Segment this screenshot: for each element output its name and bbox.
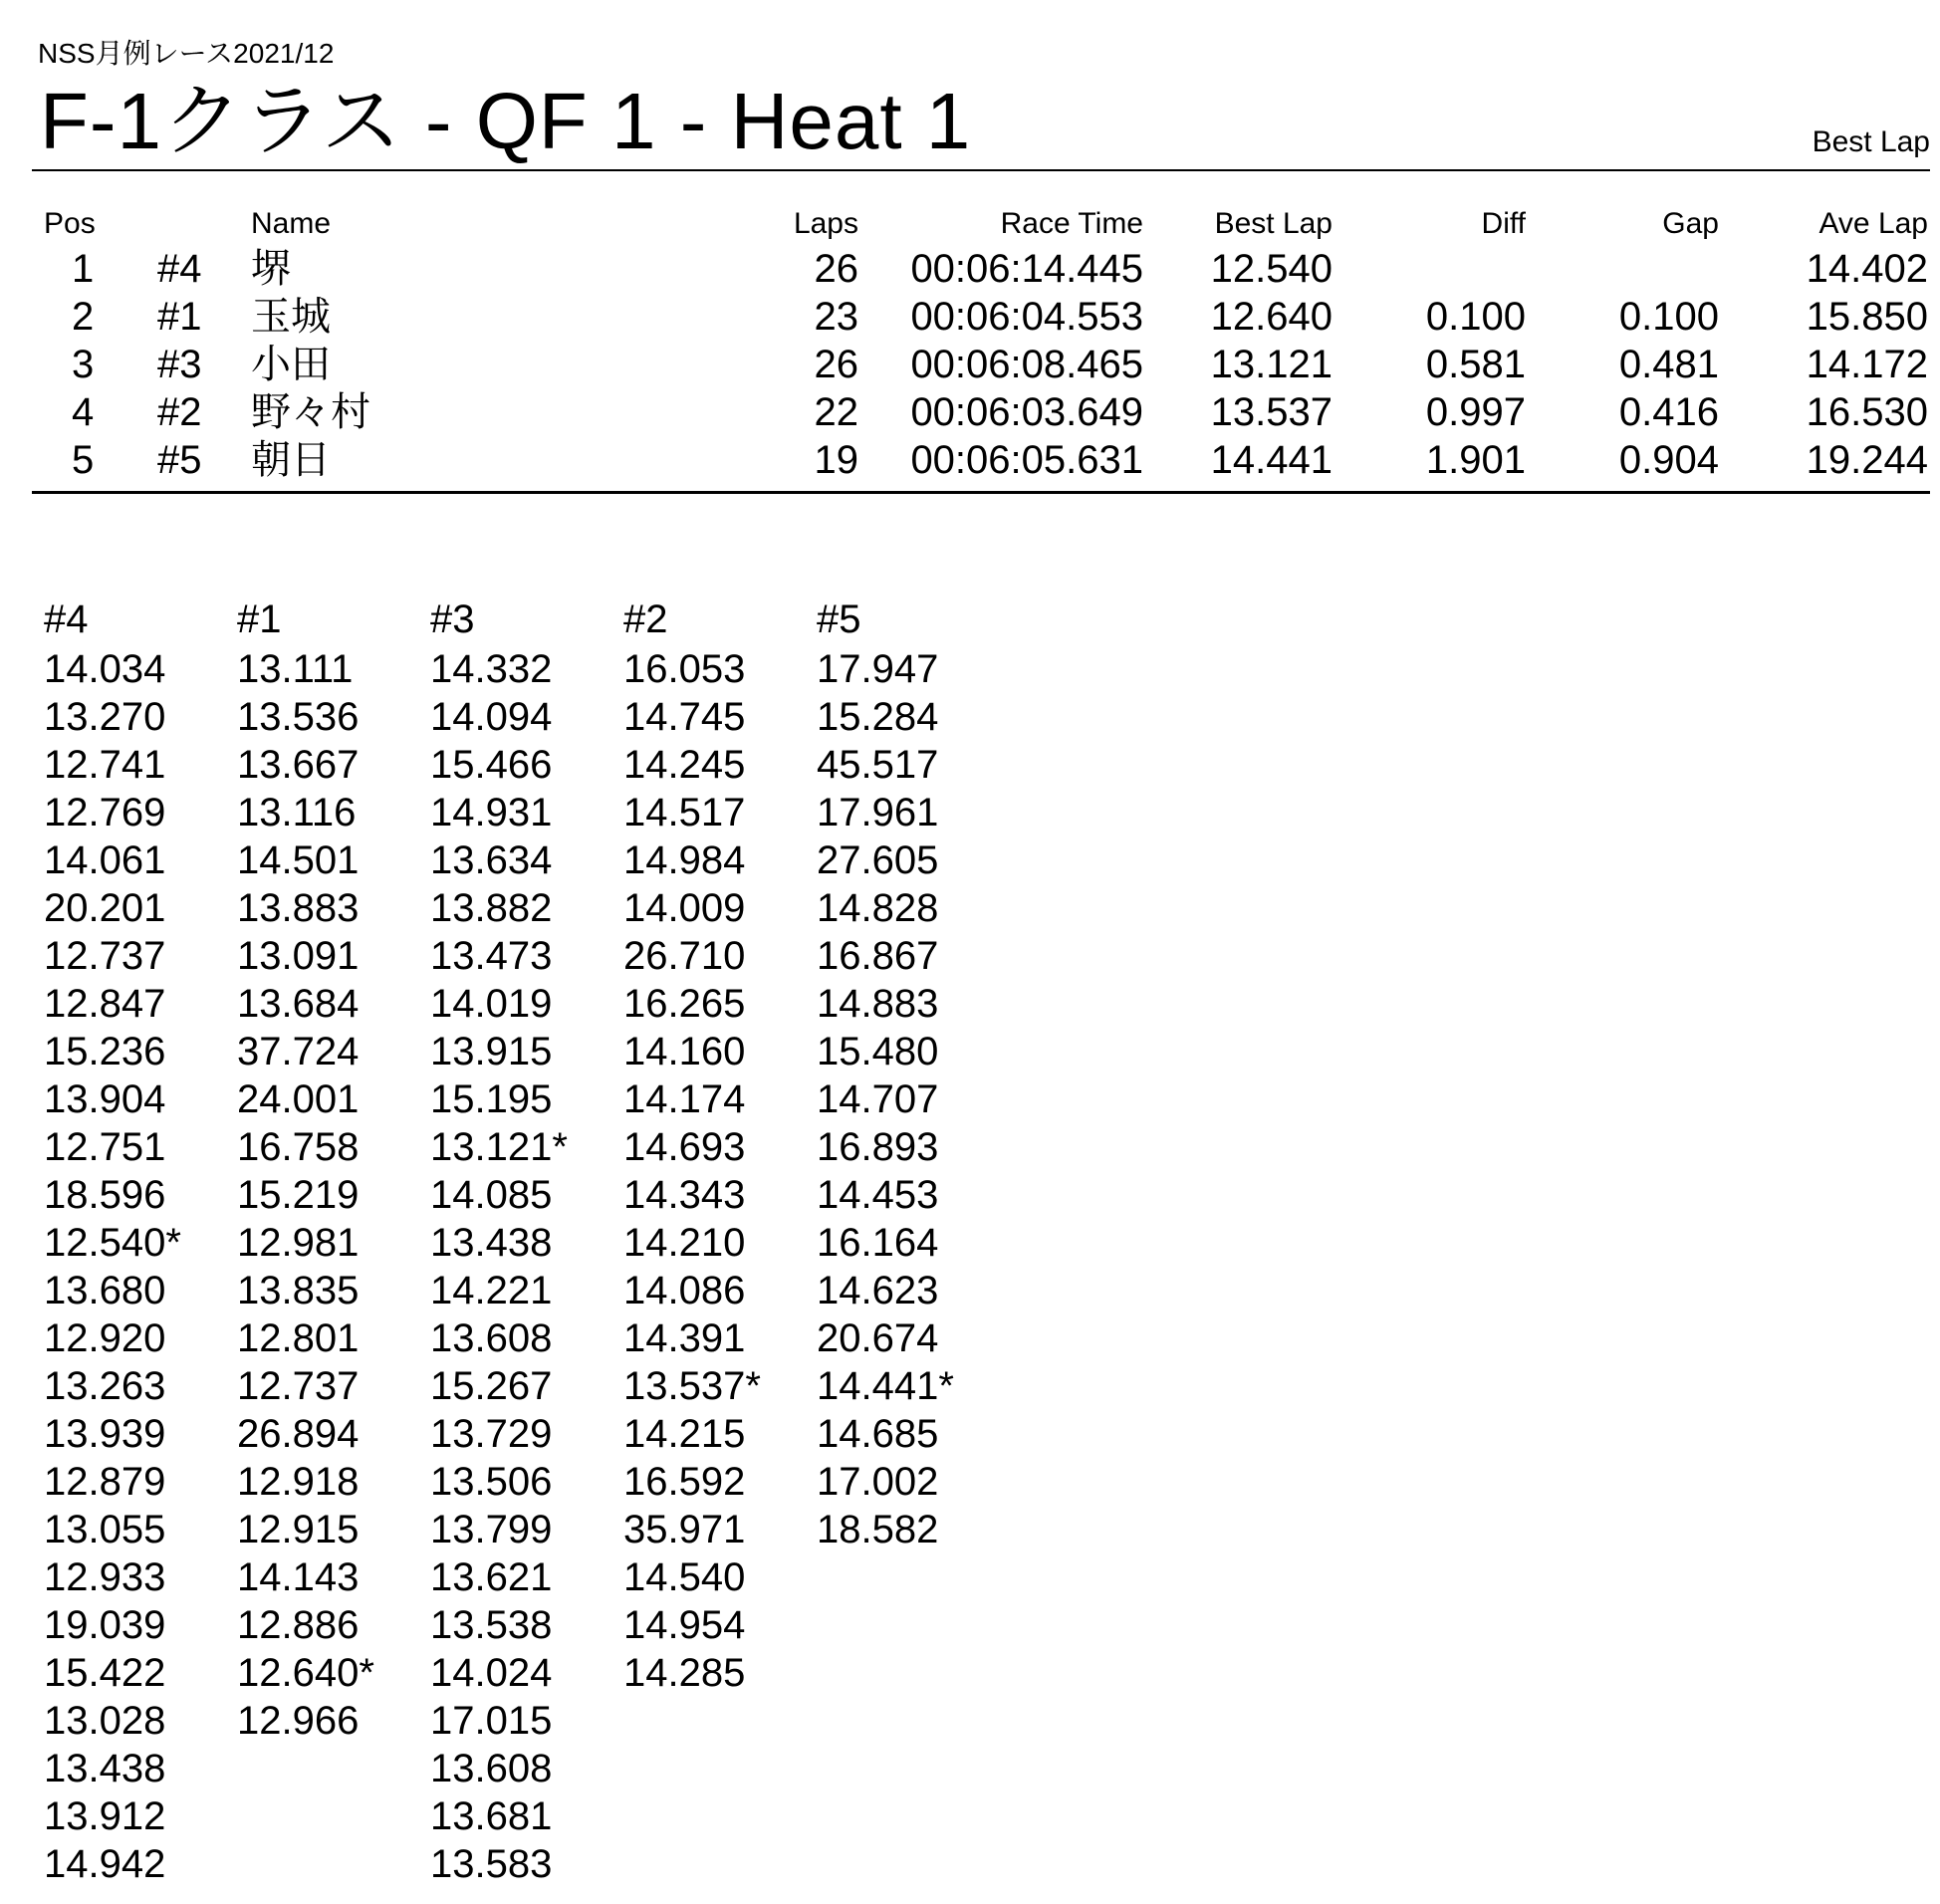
lap-time: 16.164 — [817, 1221, 939, 1265]
lap-time: 13.684 — [237, 982, 360, 1026]
result-best-lap: 13.537 — [1210, 390, 1333, 434]
lap-time: 13.939 — [44, 1412, 166, 1456]
result-name: 小田 — [251, 343, 331, 386]
result-num: #3 — [157, 343, 202, 386]
lap-time: 14.245 — [623, 743, 746, 787]
lap-time: 12.751 — [44, 1125, 166, 1169]
lap-time: 15.422 — [44, 1651, 166, 1695]
lap-time: 14.517 — [623, 791, 746, 834]
lap-time: 14.086 — [623, 1269, 746, 1312]
lap-time: 13.536 — [237, 695, 360, 739]
lap-time: 13.667 — [237, 743, 360, 787]
lap-time: 13.263 — [44, 1364, 166, 1408]
result-pos: 2 — [72, 295, 95, 339]
lap-time: 13.608 — [430, 1316, 553, 1360]
result-ave-lap: 19.244 — [1806, 438, 1928, 482]
event-name: NSS月例レース2021/12 — [38, 38, 335, 69]
lap-time: 12.540* — [44, 1221, 181, 1265]
lap-time: 14.954 — [623, 1603, 746, 1647]
result-gap: 0.100 — [1618, 295, 1719, 339]
lap-time: 14.034 — [44, 647, 166, 691]
lap-time: 13.091 — [237, 934, 360, 978]
header-gap: Gap — [1662, 207, 1719, 240]
lap-column — [430, 645, 568, 1888]
lap-column-header: #5 — [817, 597, 861, 641]
lap-column-header: #2 — [623, 597, 668, 641]
result-diff: 0.100 — [1425, 295, 1526, 339]
lap-time: 13.634 — [430, 838, 553, 882]
lap-time: 17.947 — [817, 647, 939, 691]
lap-time: 45.517 — [817, 743, 939, 787]
lap-time: 16.265 — [623, 982, 746, 1026]
lap-time: 14.343 — [623, 1173, 746, 1217]
result-num: #1 — [157, 295, 202, 339]
lap-time: 20.201 — [44, 886, 166, 930]
lap-time: 12.801 — [237, 1316, 360, 1360]
lap-time: 12.918 — [237, 1460, 360, 1504]
result-gap: 0.481 — [1618, 343, 1719, 386]
lap-time: 17.002 — [817, 1460, 939, 1504]
top-divider — [32, 169, 1930, 171]
header-diff: Diff — [1481, 207, 1526, 240]
result-race-time: 00:06:03.649 — [910, 390, 1143, 434]
header-name: Name — [251, 207, 332, 240]
lap-time: 14.685 — [817, 1412, 939, 1456]
result-num: #4 — [157, 247, 202, 291]
lap-time: 14.210 — [623, 1221, 746, 1265]
lap-time: 14.623 — [817, 1269, 939, 1312]
result-race-time: 00:06:14.445 — [910, 247, 1143, 291]
lap-time: 13.680 — [44, 1269, 166, 1312]
lap-time: 37.724 — [237, 1030, 360, 1073]
lap-time: 14.828 — [817, 886, 939, 930]
lap-column — [623, 645, 761, 1697]
lap-time: 15.236 — [44, 1030, 166, 1073]
lap-time: 17.961 — [817, 791, 939, 834]
result-diff: 0.581 — [1425, 343, 1526, 386]
lap-time: 14.019 — [430, 982, 553, 1026]
lap-time: 13.538 — [430, 1603, 553, 1647]
lap-time: 14.024 — [430, 1651, 553, 1695]
lap-time: 13.915 — [430, 1030, 553, 1073]
lap-time: 17.015 — [430, 1699, 553, 1743]
lap-time: 12.879 — [44, 1460, 166, 1504]
lap-time: 13.537* — [623, 1364, 761, 1408]
lap-time: 13.438 — [430, 1221, 553, 1265]
result-race-time: 00:06:04.553 — [910, 295, 1143, 339]
result-race-time: 00:06:05.631 — [910, 438, 1143, 482]
lap-time: 13.883 — [237, 886, 360, 930]
lap-time: 13.055 — [44, 1508, 166, 1551]
lap-time: 26.710 — [623, 934, 746, 978]
lap-column-header: #3 — [430, 597, 475, 641]
result-laps: 26 — [814, 247, 858, 291]
result-name: 堺 — [251, 247, 291, 291]
result-ave-lap: 14.402 — [1806, 247, 1928, 291]
lap-time: 14.942 — [44, 1842, 166, 1886]
lap-time: 14.693 — [623, 1125, 746, 1169]
result-pos: 3 — [72, 343, 95, 386]
lap-time: 35.971 — [623, 1508, 746, 1551]
lap-time: 14.215 — [623, 1412, 746, 1456]
lap-time: 14.285 — [623, 1651, 746, 1695]
lap-time: 13.111 — [237, 647, 354, 691]
lap-time: 14.707 — [817, 1077, 939, 1121]
lap-time: 14.221 — [430, 1269, 553, 1312]
lap-time: 12.966 — [237, 1699, 360, 1743]
result-name: 朝日 — [251, 438, 331, 482]
lap-time: 14.160 — [623, 1030, 746, 1073]
result-gap: 0.416 — [1618, 390, 1719, 434]
lap-time: 14.883 — [817, 982, 939, 1026]
lap-time: 13.116 — [237, 791, 357, 834]
header-ave-lap: Ave Lap — [1819, 207, 1928, 240]
result-num: #2 — [157, 390, 202, 434]
lap-time: 14.391 — [623, 1316, 746, 1360]
lap-time: 14.009 — [623, 886, 746, 930]
header-pos: Pos — [44, 207, 96, 240]
result-best-lap: 13.121 — [1210, 343, 1333, 386]
lap-time: 14.931 — [430, 791, 553, 834]
lap-time: 13.121* — [430, 1125, 568, 1169]
lap-time: 15.267 — [430, 1364, 553, 1408]
result-ave-lap: 16.530 — [1806, 390, 1928, 434]
lap-time: 18.596 — [44, 1173, 166, 1217]
lap-time: 14.745 — [623, 695, 746, 739]
result-name: 玉城 — [251, 295, 331, 339]
result-best-lap: 12.640 — [1210, 295, 1333, 339]
lap-time: 19.039 — [44, 1603, 166, 1647]
lap-time: 13.438 — [44, 1747, 166, 1790]
lap-time: 14.501 — [237, 838, 360, 882]
result-laps: 26 — [814, 343, 858, 386]
lap-time: 13.904 — [44, 1077, 166, 1121]
report-type-label: Best Lap — [1812, 125, 1930, 158]
lap-time: 15.195 — [430, 1077, 553, 1121]
lap-time: 12.847 — [44, 982, 166, 1026]
lap-time: 27.605 — [817, 838, 939, 882]
lap-column — [237, 645, 374, 1745]
lap-time: 14.453 — [817, 1173, 939, 1217]
lap-time: 14.441* — [817, 1364, 954, 1408]
lap-time: 14.094 — [430, 695, 553, 739]
result-diff: 0.997 — [1425, 390, 1526, 434]
lap-time: 13.270 — [44, 695, 166, 739]
result-ave-lap: 14.172 — [1806, 343, 1928, 386]
lap-time: 13.608 — [430, 1747, 553, 1790]
lap-time: 14.332 — [430, 647, 553, 691]
lap-time: 13.729 — [430, 1412, 553, 1456]
result-name: 野々村 — [251, 390, 370, 434]
lap-time: 15.466 — [430, 743, 553, 787]
lap-time: 12.769 — [44, 791, 166, 834]
result-best-lap: 14.441 — [1210, 438, 1333, 482]
lap-time: 14.085 — [430, 1173, 553, 1217]
header-race-time: Race Time — [1000, 207, 1143, 240]
lap-time: 20.674 — [817, 1316, 939, 1360]
lap-time: 12.741 — [44, 743, 166, 787]
lap-time: 14.143 — [237, 1555, 360, 1599]
lap-time: 13.506 — [430, 1460, 553, 1504]
table-bottom-divider — [32, 491, 1930, 494]
header-best-lap: Best Lap — [1214, 207, 1333, 240]
lap-time: 16.592 — [623, 1460, 746, 1504]
lap-time: 16.893 — [817, 1125, 939, 1169]
lap-time: 13.583 — [430, 1842, 553, 1886]
lap-time: 26.894 — [237, 1412, 360, 1456]
lap-time: 16.053 — [623, 647, 746, 691]
lap-time: 13.799 — [430, 1508, 553, 1551]
lap-time: 14.984 — [623, 838, 746, 882]
result-pos: 5 — [72, 438, 95, 482]
page-title: F-1クラス - QF 1 - Heat 1 — [40, 77, 972, 165]
lap-time: 13.835 — [237, 1269, 360, 1312]
result-diff: 1.901 — [1425, 438, 1526, 482]
lap-time: 12.933 — [44, 1555, 166, 1599]
lap-time: 13.681 — [430, 1794, 553, 1838]
lap-time: 13.621 — [430, 1555, 553, 1599]
lap-time: 18.582 — [817, 1508, 939, 1551]
lap-time: 12.915 — [237, 1508, 360, 1551]
result-race-time: 00:06:08.465 — [910, 343, 1143, 386]
lap-time: 12.920 — [44, 1316, 166, 1360]
lap-time: 13.912 — [44, 1794, 166, 1838]
lap-time: 16.867 — [817, 934, 939, 978]
result-ave-lap: 15.850 — [1806, 295, 1928, 339]
lap-time: 15.284 — [817, 695, 939, 739]
result-laps: 22 — [814, 390, 858, 434]
lap-time: 16.758 — [237, 1125, 360, 1169]
result-laps: 23 — [814, 295, 858, 339]
lap-column — [817, 645, 954, 1553]
lap-time: 14.174 — [623, 1077, 746, 1121]
lap-time: 14.540 — [623, 1555, 746, 1599]
lap-time: 24.001 — [237, 1077, 360, 1121]
lap-time: 15.480 — [817, 1030, 939, 1073]
lap-time: 12.737 — [237, 1364, 360, 1408]
lap-time: 12.981 — [237, 1221, 360, 1265]
result-pos: 1 — [72, 247, 95, 291]
lap-column — [44, 645, 181, 1888]
lap-column-header: #4 — [44, 597, 89, 641]
result-laps: 19 — [814, 438, 858, 482]
header-laps: Laps — [793, 207, 858, 240]
lap-time: 13.473 — [430, 934, 553, 978]
lap-time: 13.882 — [430, 886, 553, 930]
lap-time: 12.886 — [237, 1603, 360, 1647]
lap-time: 12.737 — [44, 934, 166, 978]
result-pos: 4 — [72, 390, 95, 434]
lap-time: 13.028 — [44, 1699, 166, 1743]
lap-column-header: #1 — [237, 597, 282, 641]
result-num: #5 — [157, 438, 202, 482]
lap-time: 12.640* — [237, 1651, 374, 1695]
result-best-lap: 12.540 — [1210, 247, 1333, 291]
result-gap: 0.904 — [1618, 438, 1719, 482]
lap-time: 14.061 — [44, 838, 166, 882]
lap-time: 15.219 — [237, 1173, 360, 1217]
